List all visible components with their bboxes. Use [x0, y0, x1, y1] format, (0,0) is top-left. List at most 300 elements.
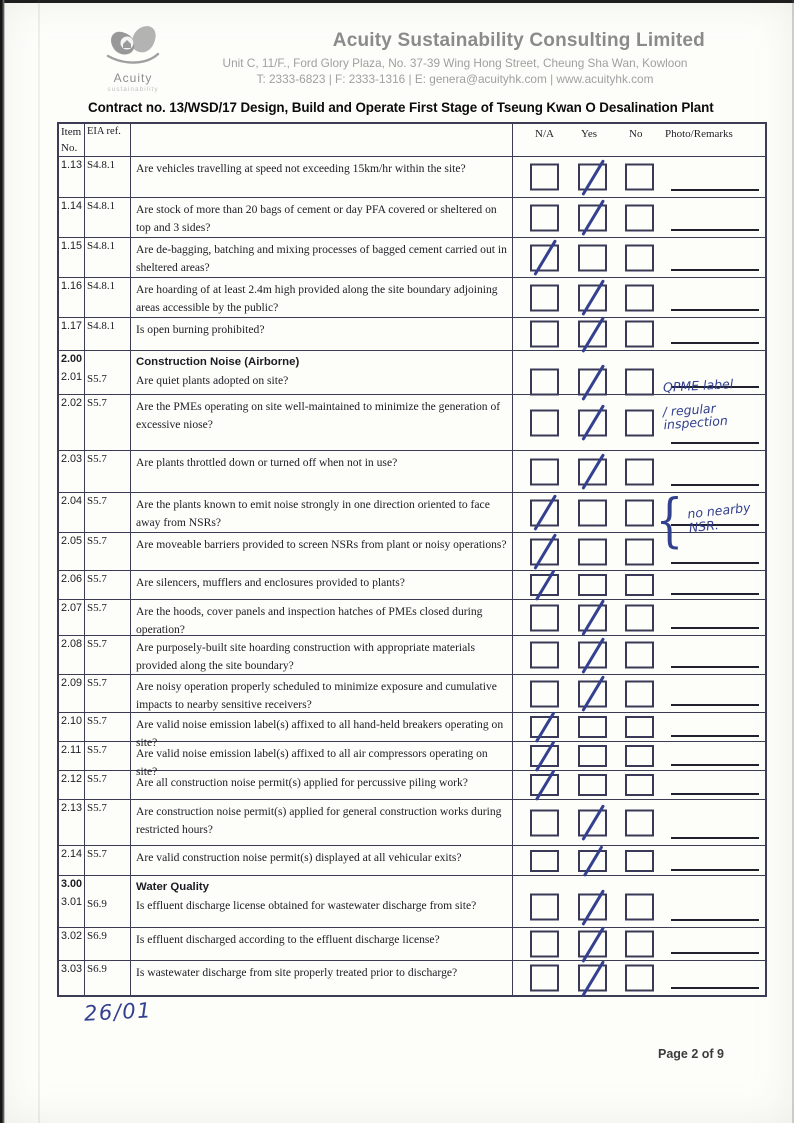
checkbox-yes: [578, 809, 607, 836]
check-mark: [534, 711, 554, 742]
col-header-item-line1: Item: [61, 126, 82, 138]
question-text: Is effluent discharge license obtained for wastewater discharge from site?: [136, 899, 477, 912]
question-text: Are valid noise emission label(s) affixed to all air compressors operating on site?: [136, 747, 488, 778]
check-mark: [582, 845, 602, 876]
checkbox-no: [625, 369, 654, 396]
remark-line: [671, 919, 759, 921]
item-number-cell: [59, 961, 85, 995]
handwritten-date: 26/01: [83, 998, 153, 1026]
checkbox-na: [530, 369, 559, 396]
check-mark: [534, 569, 554, 600]
question-text: Are valid noise emission label(s) affixed to all hand-held breakers operating on site?: [136, 718, 504, 749]
checkbox-no: [625, 284, 654, 311]
col-header-ref: EIA ref.: [85, 124, 131, 156]
checkbox-na: [530, 745, 559, 767]
remark-line: [671, 704, 759, 706]
table-row: [59, 571, 765, 600]
checkbox-na: [530, 164, 559, 191]
company-name: Acuity Sustainability Consulting Limited: [332, 30, 705, 51]
check-mark: [534, 769, 554, 800]
remark-line: [671, 869, 759, 871]
question-text: Are de-bagging, batching and mixing processes of bagged cement carried out in sheltered areas?: [136, 243, 507, 274]
remark-line: [671, 593, 759, 595]
checkbox-yes: [578, 774, 607, 796]
table-row: [59, 636, 765, 675]
checkbox-na: [530, 458, 559, 485]
checks-cell: [513, 600, 765, 635]
checks-cell: [513, 928, 765, 960]
eia-ref-cell: [85, 876, 131, 927]
question-text: Are quiet plants adopted on site?: [136, 374, 289, 387]
checks-cell: [513, 451, 765, 492]
check-mark: [581, 804, 604, 840]
question-cell: [131, 742, 513, 778]
remark-line: [671, 764, 759, 766]
table-row: [59, 742, 765, 778]
item-number: 2.14: [61, 848, 83, 860]
eia-ref-cell: [85, 600, 131, 635]
question-cell: [131, 675, 513, 712]
eia-ref: S5.7: [87, 715, 107, 727]
eia-ref: S5.7: [87, 373, 107, 385]
checks-cell: [513, 636, 765, 674]
item-number: 1.17: [61, 320, 83, 332]
item-number-cell: [59, 846, 85, 875]
checks-cell: [513, 961, 765, 995]
checkbox-na: [530, 680, 559, 707]
item-number-cell: [59, 198, 85, 237]
eia-ref: S5.7: [87, 397, 107, 409]
check-mark: [581, 637, 604, 673]
eia-ref-cell: [85, 198, 131, 237]
eia-ref: S4.8.1: [87, 240, 116, 252]
question-text: Is open burning prohibited?: [136, 323, 265, 336]
question-cell: [131, 238, 513, 277]
item-number-cell: [59, 451, 85, 492]
checkbox-no: [625, 458, 654, 485]
table-row: [59, 800, 765, 846]
item-number-cell: [59, 533, 85, 570]
company-contact: T: 2333-6823 | F: 2333-1316 | E: genera@acuityhk.com | www.acuityhk.com: [256, 72, 654, 86]
checkbox-no: [625, 642, 654, 669]
check-mark: [581, 316, 604, 352]
check-mark: [581, 199, 604, 235]
item-number: 2.12: [61, 773, 83, 785]
eia-ref-cell: [85, 395, 131, 450]
eia-ref-cell: [85, 533, 131, 570]
item-number-cell: [59, 600, 85, 635]
checkbox-no: [625, 499, 654, 526]
question-text: Are silencers, mufflers and enclosures provided to plants?: [136, 576, 405, 589]
checks-cell: [513, 318, 765, 350]
eia-ref-cell: [85, 157, 131, 197]
remark-line: [671, 562, 759, 564]
item-number: 2.13: [61, 802, 83, 814]
table-row: [59, 961, 765, 995]
remark-line: [671, 952, 759, 954]
item-number: 3.02: [61, 930, 83, 942]
question-cell: [131, 198, 513, 237]
question-cell: [131, 846, 513, 875]
section-number: 2.00: [61, 353, 83, 365]
col-header-na: N/A: [535, 128, 554, 140]
checkbox-na: [530, 499, 559, 526]
remark-line: [671, 189, 759, 191]
table-row: [59, 395, 765, 451]
question-cell: [131, 351, 513, 394]
item-number: 2.07: [61, 602, 83, 614]
question-cell: [131, 571, 513, 599]
eia-ref: S5.7: [87, 773, 107, 785]
question-text: Are all construction noise permit(s) applied for percussive piling work?: [136, 776, 468, 789]
item-number: 3.01: [61, 896, 83, 908]
eia-ref-cell: [85, 961, 131, 995]
question-text: Are the plants known to emit noise strongly in one direction oriented to face away from NSRs?: [136, 498, 490, 529]
question-cell: [131, 318, 513, 350]
remark-line: [671, 442, 759, 444]
item-number: 2.08: [61, 638, 83, 650]
checkbox-yes: [578, 409, 607, 436]
checkbox-yes: [578, 716, 607, 738]
question-cell: [131, 533, 513, 570]
document-title: Contract no. 13/WSD/17 Design, Build and Operate First Stage of Tseung Kwan O Desalination Plant: [88, 100, 714, 115]
checkbox-no: [625, 574, 654, 596]
check-mark: [534, 740, 554, 771]
eia-ref-cell: [85, 675, 131, 712]
item-number: 3.03: [61, 963, 83, 975]
item-number: 2.11: [61, 744, 82, 756]
question-cell: [131, 800, 513, 845]
table-row: [59, 675, 765, 713]
eia-ref: S5.7: [87, 535, 107, 547]
eia-ref-cell: [85, 278, 131, 317]
checkbox-yes: [578, 850, 607, 872]
checks-cell: [513, 800, 765, 845]
eia-ref: S5.7: [87, 848, 107, 860]
checkbox-yes: [578, 965, 607, 992]
brace-note-text: no nearby NSR.: [686, 499, 752, 535]
checkbox-yes: [578, 499, 607, 526]
checkbox-yes: [578, 894, 607, 921]
paper-fold-line: [38, 0, 40, 1123]
item-number: 1.15: [61, 240, 83, 252]
letterhead: [205, 30, 705, 86]
handwritten-note: / regular inspection: [662, 400, 729, 433]
table-row: [59, 278, 765, 318]
item-number-cell: [59, 395, 85, 450]
checkbox-yes: [578, 642, 607, 669]
checks-cell: [513, 238, 765, 277]
question-text: Are moveable barriers provided to screen NSRs from plant or noisy operations?: [136, 538, 507, 551]
item-number-cell: [59, 278, 85, 317]
table-row: [59, 318, 765, 351]
question-text: Are construction noise permit(s) applied for general construction works during restricted hours?: [136, 805, 502, 836]
logo-name: Acuity: [113, 71, 153, 85]
item-number-cell: [59, 493, 85, 532]
checks-cell: [513, 157, 765, 197]
checkbox-na: [530, 204, 559, 231]
checkbox-no: [625, 204, 654, 231]
question-text: Are stock of more than 20 bags of cement or day PFA covered or sheltered on top and 3 sides?: [136, 203, 497, 234]
checkbox-yes: [578, 574, 607, 596]
section-title: Construction Noise (Airborne): [136, 356, 300, 368]
question-cell: [131, 928, 513, 960]
question-text: Are plants throttled down or turned off when not in use?: [136, 456, 398, 469]
checkbox-na: [530, 574, 559, 596]
checkbox-no: [625, 894, 654, 921]
item-number-cell: [59, 928, 85, 960]
checkbox-yes: [578, 244, 607, 271]
question-cell: [131, 451, 513, 492]
col-header-no: No: [629, 128, 643, 140]
check-mark: [581, 453, 604, 489]
checkbox-yes: [578, 745, 607, 767]
question-cell: [131, 493, 513, 532]
checkbox-no: [625, 931, 654, 958]
item-number: 1.16: [61, 280, 83, 292]
brace-glyph: {: [655, 486, 684, 554]
checks-cell: [513, 771, 765, 799]
eia-ref: S4.8.1: [87, 320, 116, 332]
check-mark: [581, 675, 604, 711]
question-cell: [131, 961, 513, 995]
checkbox-na: [530, 894, 559, 921]
checkbox-na: [530, 850, 559, 872]
eia-ref: S6.9: [87, 898, 107, 910]
table-row: [59, 928, 765, 961]
eia-ref-cell: [85, 571, 131, 599]
col-header-question: [131, 124, 513, 156]
col-header-item: [59, 124, 85, 156]
eia-ref-cell: [85, 800, 131, 845]
eia-ref-cell: [85, 771, 131, 799]
remark-line: [671, 269, 759, 271]
section-number: 3.00: [61, 878, 83, 890]
handwritten-note: QPME label: [662, 376, 734, 395]
checkbox-no: [625, 745, 654, 767]
checkbox-yes: [578, 164, 607, 191]
acuity-leaf-logo-icon: [100, 24, 166, 70]
checks-cell: [513, 198, 765, 237]
item-number: 1.13: [61, 159, 83, 171]
question-text: Are valid construction noise permit(s) displayed at all vehicular exits?: [136, 851, 462, 864]
checkbox-na: [530, 538, 559, 565]
question-text: Is effluent discharged according to the effluent discharge license?: [136, 933, 440, 946]
table-header-row: [59, 124, 765, 157]
table-row: [59, 157, 765, 198]
eia-ref-cell: [85, 742, 131, 770]
checkbox-na: [530, 931, 559, 958]
checks-cell: [513, 846, 765, 875]
item-number: 2.09: [61, 677, 83, 689]
question-cell: [131, 278, 513, 317]
checkbox-no: [625, 809, 654, 836]
eia-ref-cell: [85, 318, 131, 350]
checkbox-na: [530, 642, 559, 669]
remark-line: [671, 837, 759, 839]
item-number-cell: [59, 351, 85, 394]
question-cell: [131, 395, 513, 450]
item-number-cell: [59, 800, 85, 845]
table-row: [59, 771, 765, 800]
eia-ref: S5.7: [87, 495, 107, 507]
eia-ref: S4.8.1: [87, 159, 116, 171]
checklist-table: [57, 122, 767, 997]
check-mark: [533, 494, 556, 530]
eia-ref: S5.7: [87, 453, 107, 465]
checkbox-no: [625, 604, 654, 631]
question-cell: [131, 157, 513, 197]
checkbox-yes: [578, 931, 607, 958]
eia-ref: S5.7: [87, 638, 107, 650]
checks-cell: [513, 486, 765, 554]
item-number: 2.10: [61, 715, 83, 727]
brace-note: [651, 486, 752, 554]
check-mark: [581, 279, 604, 315]
checkbox-na: [530, 409, 559, 436]
eia-ref: S6.9: [87, 963, 107, 975]
col-header-yes: Yes: [581, 128, 598, 140]
item-number: 2.04: [61, 495, 83, 507]
question-text: Are the PMEs operating on site well-maintained to minimize the generation of excessive niose?: [136, 400, 501, 431]
item-number-cell: [59, 742, 85, 770]
checkbox-yes: [578, 604, 607, 631]
item-number-cell: [59, 876, 85, 927]
item-number: 2.06: [61, 573, 83, 585]
check-mark: [533, 239, 556, 275]
checkbox-no: [625, 409, 654, 436]
question-text: Is wastewater discharge from site properly treated prior to discharge?: [136, 966, 458, 979]
check-mark: [581, 599, 604, 635]
checkbox-yes: [578, 538, 607, 565]
checks-cell: [513, 571, 765, 599]
item-number: 2.02: [61, 397, 83, 409]
checkbox-na: [530, 965, 559, 992]
check-mark: [581, 889, 604, 925]
checkbox-no: [625, 774, 654, 796]
eia-ref: S4.8.1: [87, 280, 116, 292]
eia-ref: S5.7: [87, 802, 107, 814]
remark-line: [671, 666, 759, 668]
question-cell: [131, 636, 513, 674]
checkbox-na: [530, 284, 559, 311]
checkbox-na: [530, 321, 559, 348]
remark-line: [671, 627, 759, 629]
table-row: [59, 238, 765, 278]
checks-cell: [513, 876, 765, 927]
col-header-checks: [513, 124, 765, 156]
question-cell: [131, 713, 513, 749]
checkbox-yes: [578, 321, 607, 348]
section-title: Water Quality: [136, 881, 209, 893]
checkbox-no: [625, 164, 654, 191]
eia-ref-cell: [85, 636, 131, 674]
table-row: [59, 198, 765, 238]
item-number-cell: [59, 713, 85, 741]
item-number-cell: [59, 238, 85, 277]
scan-edge-left: [0, 0, 5, 1123]
checkbox-yes: [578, 458, 607, 485]
eia-ref-cell: [85, 451, 131, 492]
item-number-cell: [59, 318, 85, 350]
check-mark: [581, 926, 604, 962]
question-text: Are vehicles travelling at speed not exceeding 15km/hr within the site?: [136, 162, 466, 175]
check-mark: [581, 404, 604, 440]
scan-edge-top: [0, 0, 794, 3]
checkbox-yes: [578, 284, 607, 311]
question-cell: [131, 876, 513, 927]
eia-ref-cell: [85, 238, 131, 277]
checkbox-yes: [578, 369, 607, 396]
remark-line: [671, 484, 759, 486]
item-number-cell: [59, 636, 85, 674]
question-cell: [131, 600, 513, 635]
checkbox-no: [625, 321, 654, 348]
eia-ref: S5.7: [87, 573, 107, 585]
logo-subtitle: sustainability: [107, 86, 159, 93]
company-address: Unit C, 11/F., Ford Glory Plaza, No. 37-39 Wing Hong Street, Cheung Sha Wan, Kowloon: [222, 56, 688, 70]
checkbox-na: [530, 244, 559, 271]
checkbox-na: [530, 774, 559, 796]
table-rows: [59, 157, 765, 995]
checkbox-na: [530, 809, 559, 836]
remark-line: [671, 735, 759, 737]
check-mark: [581, 159, 604, 195]
checks-cell: [513, 395, 765, 450]
checks-cell: [513, 675, 765, 712]
item-number-cell: [59, 771, 85, 799]
checkbox-no: [625, 244, 654, 271]
eia-ref-cell: [85, 351, 131, 394]
table-row: [59, 351, 765, 395]
page-number: Page 2 of 9: [658, 1047, 724, 1061]
eia-ref: S5.7: [87, 744, 107, 756]
check-mark: [581, 960, 604, 996]
question-text: Are purposely-built site hoarding construction with appropriate materials provided along the site boundary?: [136, 641, 476, 672]
col-header-item-line2: No.: [61, 142, 78, 154]
checkbox-na: [530, 604, 559, 631]
checkbox-no: [625, 716, 654, 738]
question-text: Are hoarding of at least 2.4m high provided along the site boundary adjoining areas accessible by the public?: [136, 283, 498, 314]
checkbox-yes: [578, 204, 607, 231]
checkbox-yes: [578, 680, 607, 707]
eia-ref: S6.9: [87, 930, 107, 942]
acuity-logo: [100, 24, 166, 93]
question-text: Are the hoods, cover panels and inspection hatches of PMEs closed during operation?: [136, 605, 483, 636]
item-number-cell: [59, 675, 85, 712]
checks-cell: [513, 278, 765, 317]
item-number: 1.14: [61, 200, 83, 212]
question-cell: [131, 771, 513, 799]
col-header-remarks: Photo/Remarks: [665, 128, 733, 140]
remark-line: [671, 229, 759, 231]
remark-line: [671, 987, 759, 989]
checks-cell: [513, 713, 765, 741]
checkbox-no: [625, 850, 654, 872]
question-text: Are noisy operation properly scheduled to minimize exposure and cumulative impacts to nearby sensitive receivers?: [136, 680, 497, 711]
eia-ref-cell: [85, 846, 131, 875]
eia-ref-cell: [85, 713, 131, 741]
item-number: 2.03: [61, 453, 83, 465]
item-number-cell: [59, 157, 85, 197]
table-row: [59, 713, 765, 749]
checks-cell: [513, 351, 765, 394]
eia-ref-cell: [85, 493, 131, 532]
checks-cell: [513, 742, 765, 770]
remark-line: [671, 793, 759, 795]
checkbox-no: [625, 538, 654, 565]
item-number: 2.01: [61, 371, 83, 383]
